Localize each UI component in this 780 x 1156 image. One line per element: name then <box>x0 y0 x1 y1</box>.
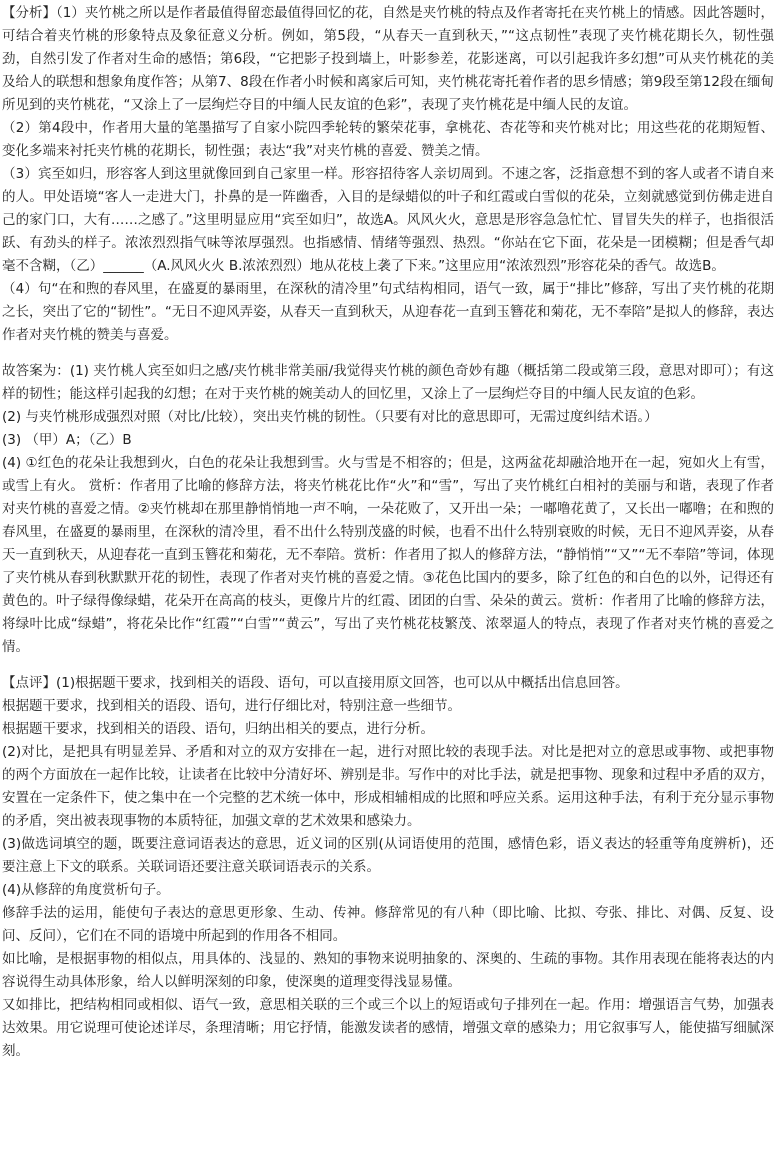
comment-paragraph-8: 如比喻，是根据事物的相似点，用具体的、浅显的、熟知的事物来说明抽象的、深奥的、生疏的事物。其作用表现在能将表达的内容说得生动具体形象，给人以鲜明深刻的印象，使深奥的道理变得浅显易懂。 <box>2 951 774 990</box>
comment-paragraph-5: (3)做选词填空的题，既要注意词语表达的意思，近义词的区别(从词语使用的范围，感情色彩，语义表达的轻重等角度辨析)，还要注意上下文的联系。关联词语还要注意关联词语表示的关系。 <box>2 836 774 875</box>
comment-paragraph-9: 又如排比，把结构相同或相似、语气一致，意思相关联的三个或三个以上的短语或句子排列在一起。作用：增强语言气势，加强表达效果。用它说理可使论述详尽，条理清晰；用它抒情，能激发读者的感情，增强文章的感染力；用它叙事写人，能使描写细腻深刻。 <box>2 997 774 1059</box>
comment-paragraph-7: 修辞手法的运用，能使句子表达的意思更形象、生动、传神。修辞常见的有八种（即比喻、比拟、夸张、排比、对偶、反复、设问、反问），它们在不同的语境中所起到的作用各不相同。 <box>2 905 774 944</box>
analysis-paragraph-3: （3）宾至如归，形容客人到这里就像回到自己家里一样。形容招待客人亲切周到。不速之客，泛指意想不到的客人或者不请自来的人。甲处语境“客人一走进大门，扑鼻的是一阵幽香，入目的是绿蜡似的叶子和红霞或白雪似的花朵，立刻就感觉到仿佛走进自己的家门口，大有……之感了。”这里明显应用“宾至如归”，故选A。风风火火，意思是形容急急忙忙、冒冒失失的样子，也指很活跃、有劲头的样子。浓浓烈烈指气味等浓厚强烈。也指感情、情绪等强烈、热烈。“你站在它下面，花朵是一团模糊；但是香气却毫不含糊，（乙）______（A.风风火火 B.浓浓烈烈）地从花枝上袭了下来。”这里应用“浓浓烈烈”形容花朵的香气。故选B。 <box>2 166 774 274</box>
analysis-paragraph-4: （4）句“在和煦的春风里，在盛夏的暴雨里，在深秋的清冷里”句式结构相同，语气一致，属于“排比”修辞，写出了夹竹桃的花期之长，突出了它的“韧性”。“无日不迎风弄姿，从春天一直到秋天，从迎春花一直到玉簪花和菊花，无不奉陪”是拟人的修辞，表达作者对夹竹桃的赞美与喜爱。 <box>2 281 774 343</box>
answer-paragraph-4: (4) ①红色的花朵让我想到火，白色的花朵让我想到雪。火与雪是不相容的；但是，这两盆花却融洽地开在一起，宛如火上有雪，或雪上有火。 赏析：作者用了比喻的修辞方法，将夹竹桃花比作“火”和“雪”，写出了夹竹桃红白相衬的美丽与和谐，表现了作者对夹竹桃的喜爱之情。②夹竹桃却在那里静悄悄地一声不响，一朵花败了，又开出一朵；一嘟噜花黄了，又长出一嘟噜；在和煦的春风里，在盛夏的暴雨里，在深秋的清冷里，看不出什么特别茂盛的时候，也看不出什么特别衰败的时候，无日不迎风弄姿，从春天一直到秋天，从迎春花一直到玉簪花和菊花，无不奉陪。赏析：作者用了拟人的修辞方法，“静悄悄”“又”“无不奉陪”等词，体现了夹竹桃从春到秋默默开花的韧性，表现了作者对夹竹桃的喜爱之情。③花色比国内的要多，除了红色的和白色的以外，记得还有黄色的。叶子绿得像绿蜡，花朵开在高高的枝头，更像片片的红霞、团团的白雪、朵朵的黄云。赏析：作者用了比喻的修辞方法，将绿叶比成“绿蜡”，将花朵比作“红霞”“白雪”“黄云”，写出了夹竹桃花枝繁茂、浓翠逼人的特点，表现了作者对夹竹桃的喜爱之情。 <box>2 455 774 655</box>
comment-paragraph-6: (4)从修辞的角度赏析句子。 <box>2 882 170 898</box>
answer-paragraph-1: 故答案为：(1) 夹竹桃人宾至如归之感/夹竹桃非常美丽/我觉得夹竹桃的颜色奇妙有趣（概括第二段或第三段，意思对即可）；有这样的韧性；能这样引起我的幻想；在对于夹竹桃的婉美动人的回忆里，又涂上了一层绚烂夺目的中缅人民友谊的色彩。 <box>2 363 774 402</box>
comment-paragraph-2: 根据题干要求，找到相关的语段、语句，进行仔细比对，特别注意一些细节。 <box>2 698 461 714</box>
analysis-paragraph-2: （2）第4段中，作者用大量的笔墨描写了自家小院四季轮转的繁荣花事，拿桃花、杏花等和夹竹桃对比；用这些花的花期短暂、变化多端来衬托夹竹桃的花期长，韧性强；表达“我”对夹竹桃的喜爱、赞美之情。 <box>2 120 774 159</box>
answer-section <box>2 360 774 659</box>
answer-paragraph-2: (2) 与夹竹桃形成强烈对照（对比/比较），突出夹竹桃的韧性。（只要有对比的意思即可，无需过度纠结术语。） <box>2 409 658 425</box>
comment-paragraph-4: (2)对比，是把具有明显差异、矛盾和对立的双方安排在一起，进行对照比较的表现手法。对比是把对立的意思或事物、或把事物的两个方面放在一起作比较，让读者在比较中分清好坏、辨别是非。写作中的对比手法，就是把事物、现象和过程中矛盾的双方，安置在一定条件下，使之集中在一个完整的艺术统一体中，形成相辅相成的比照和呼应关系。运用这种手法，有利于充分显示事物的矛盾，突出被表现事物的本质特征，加强文章的艺术效果和感染力。 <box>2 744 774 829</box>
analysis-section <box>2 2 774 347</box>
analysis-paragraph-1: 【分析】（1）夹竹桃之所以是作者最值得留恋最值得回忆的花，自然是夹竹桃的特点及作者寄托在夹竹桃上的情感。因此答题时，可结合着夹竹桃的形象特点及象征意义分析。例如，第5段，“从春天一直到秋天，”“这点韧性”表现了夹竹桃花期长久，韧性强劲，自然引发了作者对生命的感悟；第6段，“它把影子投到墙上，叶影参差，花影迷离，可以引起我许多幻想”可从夹竹桃花的美及给人的联想和想象角度作答；从第7、8段在作者小时候和离家后可知，夹竹桃花寄托着作者的思乡情感；第9段至第12段在缅甸所见到的夹竹桃花，“又涂上了一层绚烂夺目的中缅人民友谊的色彩”，表现了夹竹桃花是中缅人民的友谊。 <box>2 5 774 113</box>
comment-paragraph-1: 【点评】(1)根据题干要求，找到相关的语段、语句，可以直接用原文回答，也可以从中概括出信息回答。 <box>2 675 629 691</box>
comment-section <box>2 672 774 1063</box>
answer-paragraph-3: (3) （甲）A；（乙）B <box>2 432 132 448</box>
section-gap <box>2 347 774 360</box>
comment-paragraph-3: 根据题干要求，找到相关的语段、语句，归纳出相关的要点，进行分析。 <box>2 721 434 737</box>
section-gap <box>2 659 774 672</box>
